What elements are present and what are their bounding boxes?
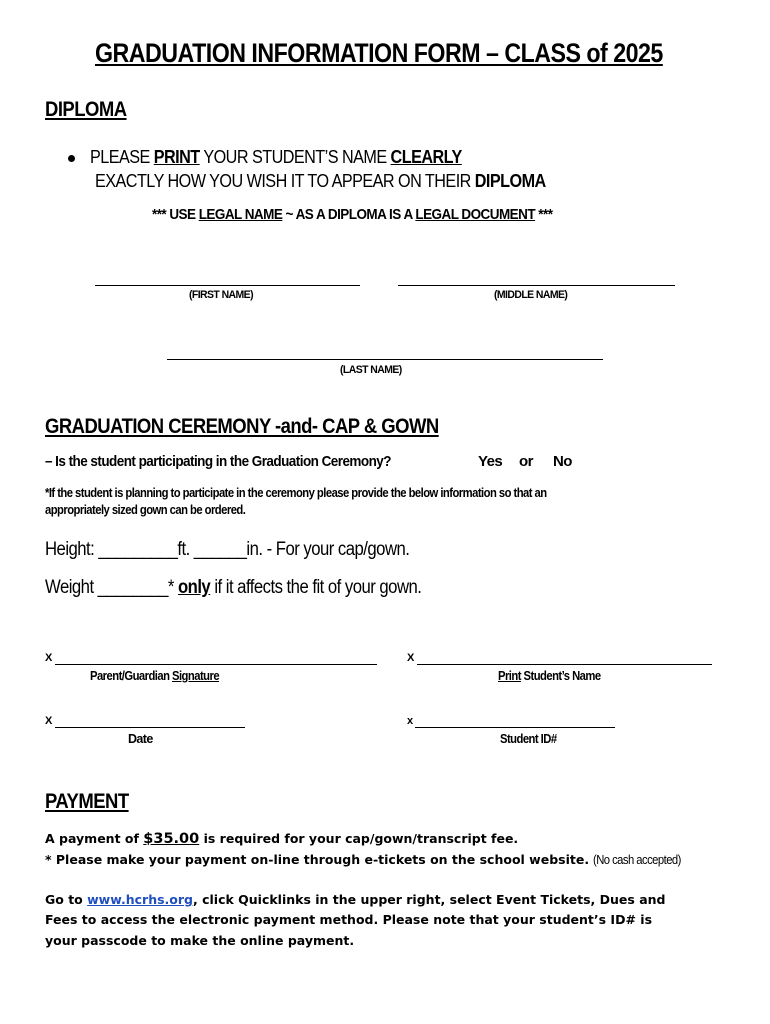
middle-name-field[interactable] xyxy=(398,285,675,286)
payment-amount-line xyxy=(45,831,518,847)
parent-signature-x: X xyxy=(45,652,53,664)
gown-note-line2: appropriately sized gown can be ordered. xyxy=(45,503,246,517)
last-name-field[interactable] xyxy=(167,359,603,360)
text-segment: A payment of xyxy=(45,831,144,846)
text-segment: ~ AS A DIPLOMA IS A xyxy=(282,206,416,223)
only-emphasis: only xyxy=(177,577,211,598)
date-label: Date xyxy=(128,732,153,746)
text-segment: is required for your cap/gown/transcript fee. xyxy=(199,831,519,846)
no-cash-note: (No cash accepted) xyxy=(593,853,682,867)
gown-note-line1: *If the student is planning to participate in the ceremony please provide the below information so that an xyxy=(45,486,547,500)
payment-instructions-line1 xyxy=(45,892,665,907)
student-id-field[interactable] xyxy=(415,727,615,728)
bullet-icon xyxy=(68,155,75,162)
ceremony-question: – Is the student participating in the Graduation Ceremony? xyxy=(45,453,391,470)
legal-document-emphasis: LEGAL DOCUMENT xyxy=(415,206,536,223)
first-name-field[interactable] xyxy=(95,285,360,286)
answer-no[interactable]: No xyxy=(553,453,572,470)
text-segment: EXACTLY HOW YOU WISH IT TO APPEAR ON THEIR xyxy=(95,171,475,191)
text-segment: if it affects the fit of your gown. xyxy=(210,577,422,598)
student-id-x: x xyxy=(407,715,414,727)
diploma-emphasis: DIPLOMA xyxy=(474,171,546,191)
payment-amount: $35.00 xyxy=(143,831,200,847)
last-name-label: (LAST NAME) xyxy=(340,364,402,376)
student-name-label xyxy=(498,669,601,683)
diploma-heading: DIPLOMA xyxy=(45,98,127,121)
diploma-instruction-line1 xyxy=(90,147,462,168)
signature-emphasis: Signature xyxy=(172,669,220,683)
payment-instructions-line3: your passcode to make the online payment. xyxy=(45,933,355,948)
legal-name-notice xyxy=(152,206,552,223)
first-name-label: (FIRST NAME) xyxy=(189,289,253,301)
text-segment: PLEASE xyxy=(90,147,154,167)
text-segment: *** USE xyxy=(152,206,199,223)
student-name-field[interactable] xyxy=(417,664,712,665)
ceremony-heading: GRADUATION CEREMONY -and- CAP & GOWN xyxy=(45,415,439,438)
answer-yes[interactable]: Yes xyxy=(478,453,503,470)
text-segment: Student’s Name xyxy=(520,669,601,683)
print-emphasis: PRINT xyxy=(153,147,200,167)
text-segment: Go to xyxy=(45,892,88,907)
legal-name-emphasis: LEGAL NAME xyxy=(198,206,283,223)
payment-instructions-line2: Fees to access the electronic payment method. Please note that your student’s ID# is xyxy=(45,912,653,927)
text-segment: , click Quicklinks in the upper right, select Event Tickets, Dues and xyxy=(192,892,666,907)
payment-heading: PAYMENT xyxy=(45,790,129,813)
middle-name-label: (MIDDLE NAME) xyxy=(494,289,568,301)
text-segment: Weight ________* xyxy=(45,577,178,598)
clearly-emphasis: CLEARLY xyxy=(390,147,462,167)
school-website-link[interactable]: www.hcrhs.org xyxy=(87,892,193,907)
payment-online-line xyxy=(45,852,691,867)
date-field[interactable] xyxy=(55,727,245,728)
text-segment: *** xyxy=(535,206,553,223)
height-field[interactable]: Height: _________ft. ______in. - For your cap/gown. xyxy=(45,539,410,560)
text-segment: Parent/Guardian xyxy=(90,669,173,683)
date-x: X xyxy=(45,715,53,727)
page-title: GRADUATION INFORMATION FORM – CLASS of 2025 xyxy=(95,38,663,68)
student-id-label: Student ID# xyxy=(500,732,557,746)
answer-or: or xyxy=(519,453,533,470)
print-emphasis: Print xyxy=(498,669,521,683)
weight-field[interactable] xyxy=(45,577,421,599)
parent-signature-field[interactable] xyxy=(55,664,377,665)
text-segment: YOUR STUDENT’S NAME xyxy=(199,147,391,167)
parent-signature-label xyxy=(90,669,219,683)
student-name-x: X xyxy=(407,652,415,664)
diploma-instruction-line2 xyxy=(95,171,546,192)
text-segment: * Please make your payment on-line through e-tickets on the school website. xyxy=(45,852,594,867)
